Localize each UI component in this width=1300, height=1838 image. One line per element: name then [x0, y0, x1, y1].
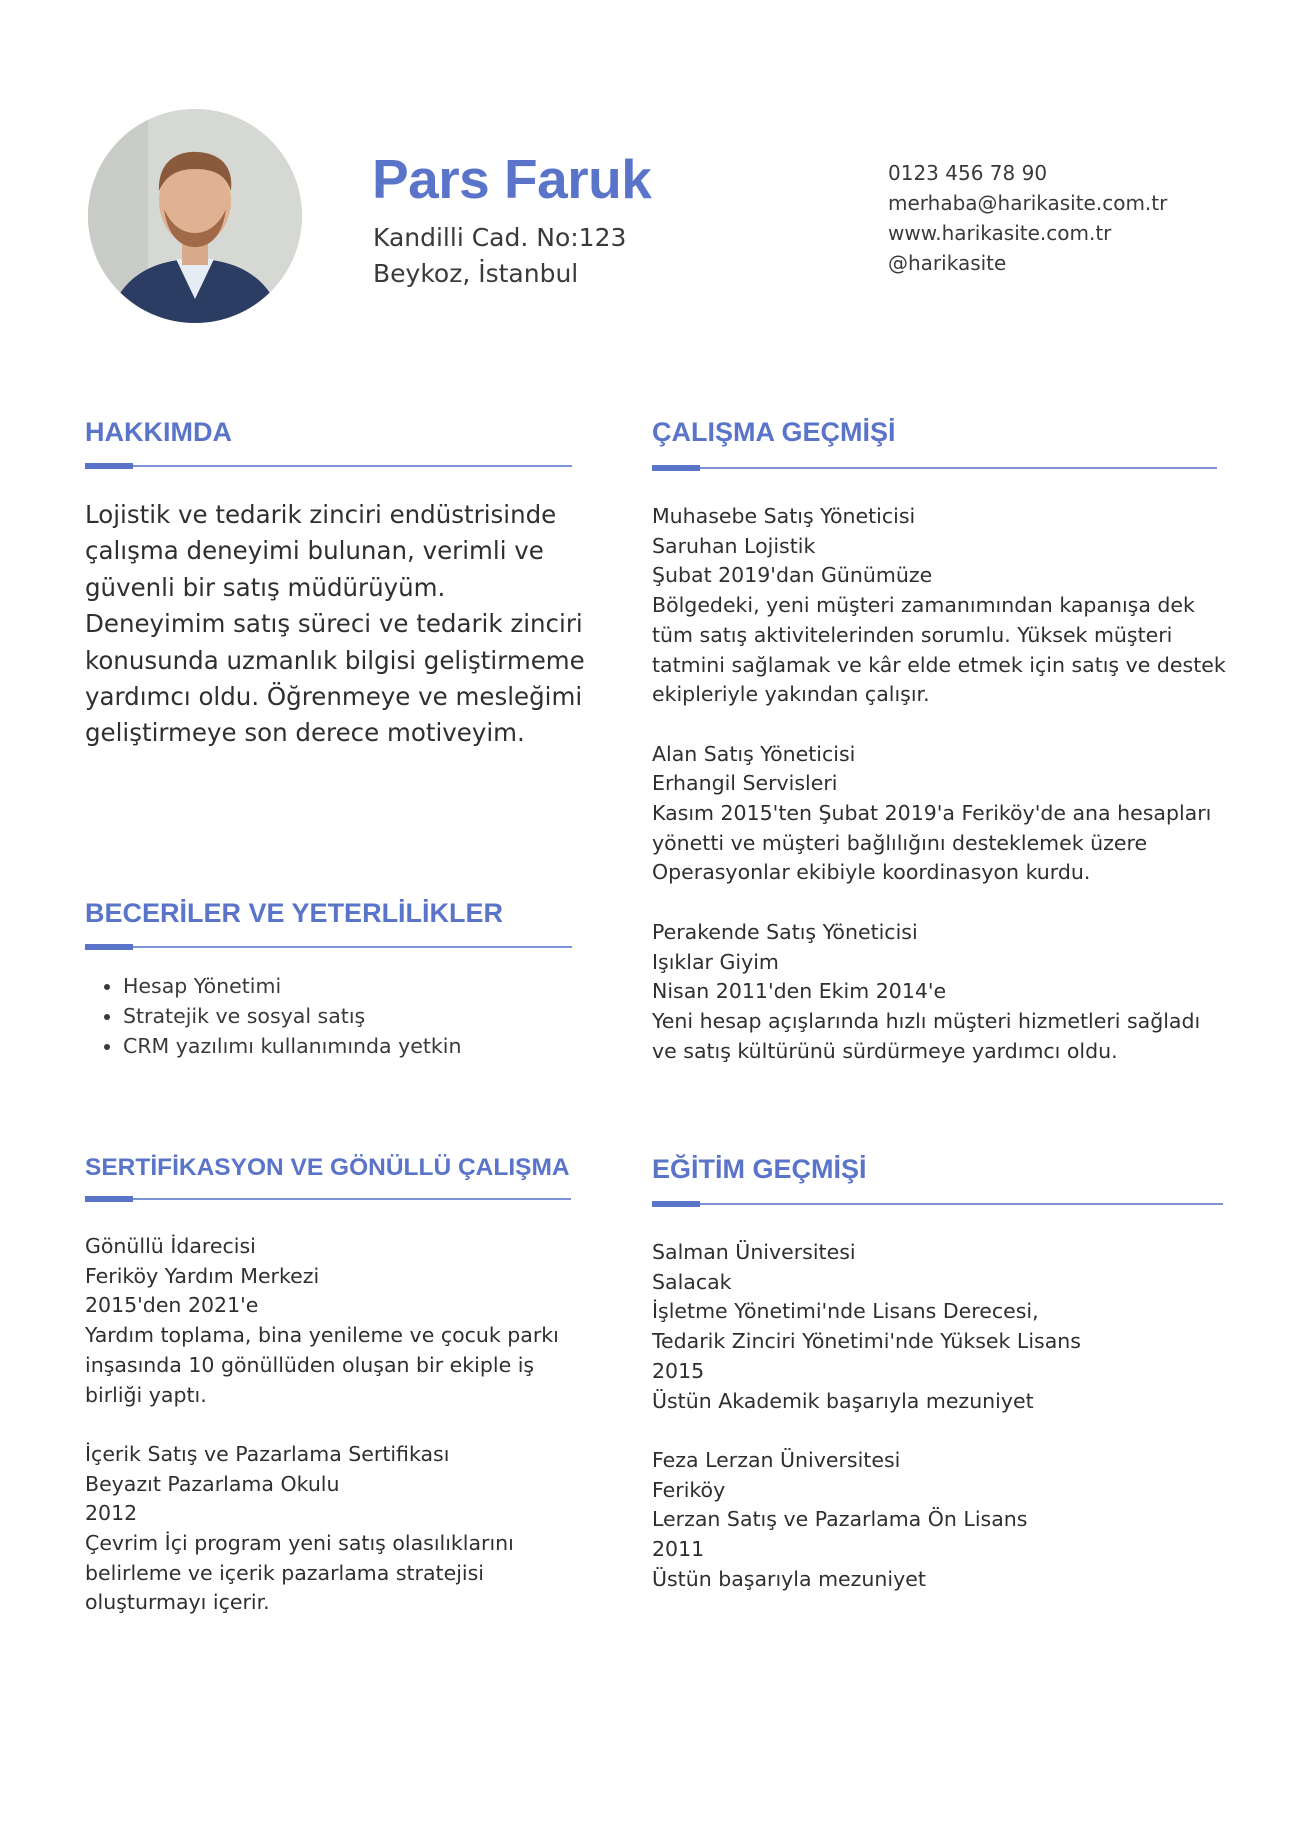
skill-item: • CRM yazılımı kullanımında yetkin	[123, 1031, 461, 1061]
website-url: www.harikasite.com.tr	[888, 221, 1112, 245]
candidate-name: Pars Faruk	[372, 148, 652, 210]
cert-desc: Çevrim İçi program yeni satış olasılıklarını	[85, 1531, 514, 1556]
education-degree: İşletme Yönetimi'nde Lisans Derecesi,	[652, 1299, 1039, 1324]
cert-date: 2012	[85, 1501, 138, 1526]
phone-number: 0123 456 78 90	[888, 161, 1048, 185]
address	[373, 220, 626, 292]
email-address: merhaba@harikasite.com.tr	[888, 191, 1168, 215]
cert-entry	[85, 1440, 559, 1618]
work-desc: Operasyonlar ekibiyle koordinasyon kurdu.	[652, 860, 1091, 885]
education-note: Üstün Akademik başarıyla mezuniyet	[652, 1388, 1034, 1413]
certs-block	[85, 1232, 559, 1648]
work-entry	[652, 740, 1226, 889]
cert-role: İçerik Satış ve Pazarlama Sertifikası	[85, 1441, 450, 1466]
cert-org: Beyazıt Pazarlama Okulu	[85, 1471, 340, 1496]
education-degree: Tedarik Zinciri Yönetimi'nde Yüksek Lisans	[652, 1329, 1081, 1354]
education-divider	[652, 1203, 1223, 1205]
work-role: Perakende Satış Yöneticisi	[652, 919, 918, 944]
education-divider-accent	[652, 1201, 700, 1207]
skills-list	[95, 971, 461, 1061]
work-divider-accent	[652, 465, 700, 471]
work-desc: Bölgedeki, yeni müşteri zamanımından kapanışa dek	[652, 593, 1195, 618]
social-handle: @harikasite	[888, 251, 1007, 275]
cert-desc: Yardım toplama, bina yenileme ve çocuk parkı	[85, 1323, 559, 1348]
work-desc: ekipleriyle yakından çalışır.	[652, 682, 930, 707]
work-heading: ÇALIŞMA GEÇMİŞİ	[652, 417, 896, 447]
education-year: 2011	[652, 1537, 705, 1562]
cert-desc: inşasında 10 gönüllüden oluşan bir ekiple iş	[85, 1352, 535, 1377]
work-role: Alan Satış Yöneticisi	[652, 741, 856, 766]
work-org: Saruhan Lojistik	[652, 533, 816, 558]
work-org: Erhangil Servisleri	[652, 771, 838, 796]
education-entry	[652, 1446, 1081, 1595]
education-entry	[652, 1238, 1081, 1416]
education-city: Salacak	[652, 1269, 732, 1294]
skill-item: • Hesap Yönetimi	[123, 971, 461, 1001]
certs-divider-accent	[85, 1196, 133, 1202]
cert-org: Feriköy Yardım Merkezi	[85, 1263, 320, 1288]
about-divider	[85, 465, 572, 467]
work-desc: ve satış kültürünü sürdürmeye yardımcı oldu.	[652, 1038, 1118, 1063]
work-role: Muhasebe Satış Yöneticisi	[652, 504, 916, 528]
education-school: Feza Lerzan Üniversitesi	[652, 1447, 901, 1472]
education-note: Üstün başarıyla mezuniyet	[652, 1566, 926, 1591]
education-school: Salman Üniversitesi	[652, 1240, 856, 1264]
work-desc: yönetti ve müşteri bağlılığını desteklemek üzere	[652, 830, 1148, 855]
cert-desc: oluşturmayı içerir.	[85, 1590, 270, 1615]
cert-desc: belirleme ve içerik pazarlama stratejisi	[85, 1560, 484, 1585]
work-desc: tatmini sağlamak ve kâr elde etmek için satış ve destek	[652, 652, 1226, 677]
cert-role: Gönüllü İdarecisi	[85, 1234, 256, 1258]
education-degree: Lerzan Satış ve Pazarlama Ön Lisans	[652, 1507, 1028, 1532]
skill-item: • Stratejik ve sosyal satış	[123, 1001, 461, 1031]
work-desc: Kasım 2015'ten Şubat 2019'a Feriköy'de ana hesapları	[652, 801, 1212, 826]
work-date: Şubat 2019'dan Günümüze	[652, 563, 933, 588]
skills-divider	[85, 946, 572, 948]
cert-date: 2015'den 2021'e	[85, 1293, 259, 1318]
education-heading: EĞİTİM GEÇMİŞİ	[652, 1154, 867, 1184]
profile-photo	[88, 109, 302, 323]
address-line-1: Kandilli Cad. No:123	[373, 223, 627, 252]
work-desc: tüm satış aktivitelerinden sorumlu. Yüksek müşteri	[652, 622, 1173, 647]
cert-entry	[85, 1232, 559, 1410]
work-date: Nisan 2011'den Ekim 2014'e	[652, 979, 947, 1004]
address-line-2: Beykoz, İstanbul	[373, 259, 579, 288]
skills-heading: BECERİLER VE YETERLİLİKLER	[85, 898, 504, 928]
work-entry	[652, 918, 1226, 1067]
work-divider	[652, 467, 1217, 469]
about-heading: HAKKIMDA	[85, 417, 232, 447]
certs-heading: SERTİFİKASYON VE GÖNÜLLÜ ÇALIŞMA	[85, 1154, 570, 1181]
contact-info	[888, 158, 1167, 278]
about-divider-accent	[85, 463, 133, 469]
education-block	[652, 1238, 1081, 1624]
work-desc: Yeni hesap açışlarında hızlı müşteri hizmetleri sağladı	[652, 1008, 1201, 1033]
skills-divider-accent	[85, 944, 133, 950]
work-block	[652, 502, 1226, 1096]
work-org: Işıklar Giyim	[652, 949, 779, 974]
cert-desc: birliği yaptı.	[85, 1382, 207, 1407]
work-entry	[652, 502, 1226, 710]
education-year: 2015	[652, 1358, 705, 1383]
education-city: Feriköy	[652, 1477, 726, 1502]
about-text: Lojistik ve tedarik zinciri endüstrisinde çalışma deneyimi bulunan, verimli ve güvenli bir satış müdürüyüm. Deneyimim satış süreci ve tedarik zinciri konusunda uzmanlık bilgisi geliştirmeme yardımcı oldu. Öğrenmeye ve mesleğimi geliştirmeye son derece motiveyim.	[85, 500, 585, 748]
certs-divider	[85, 1198, 571, 1200]
